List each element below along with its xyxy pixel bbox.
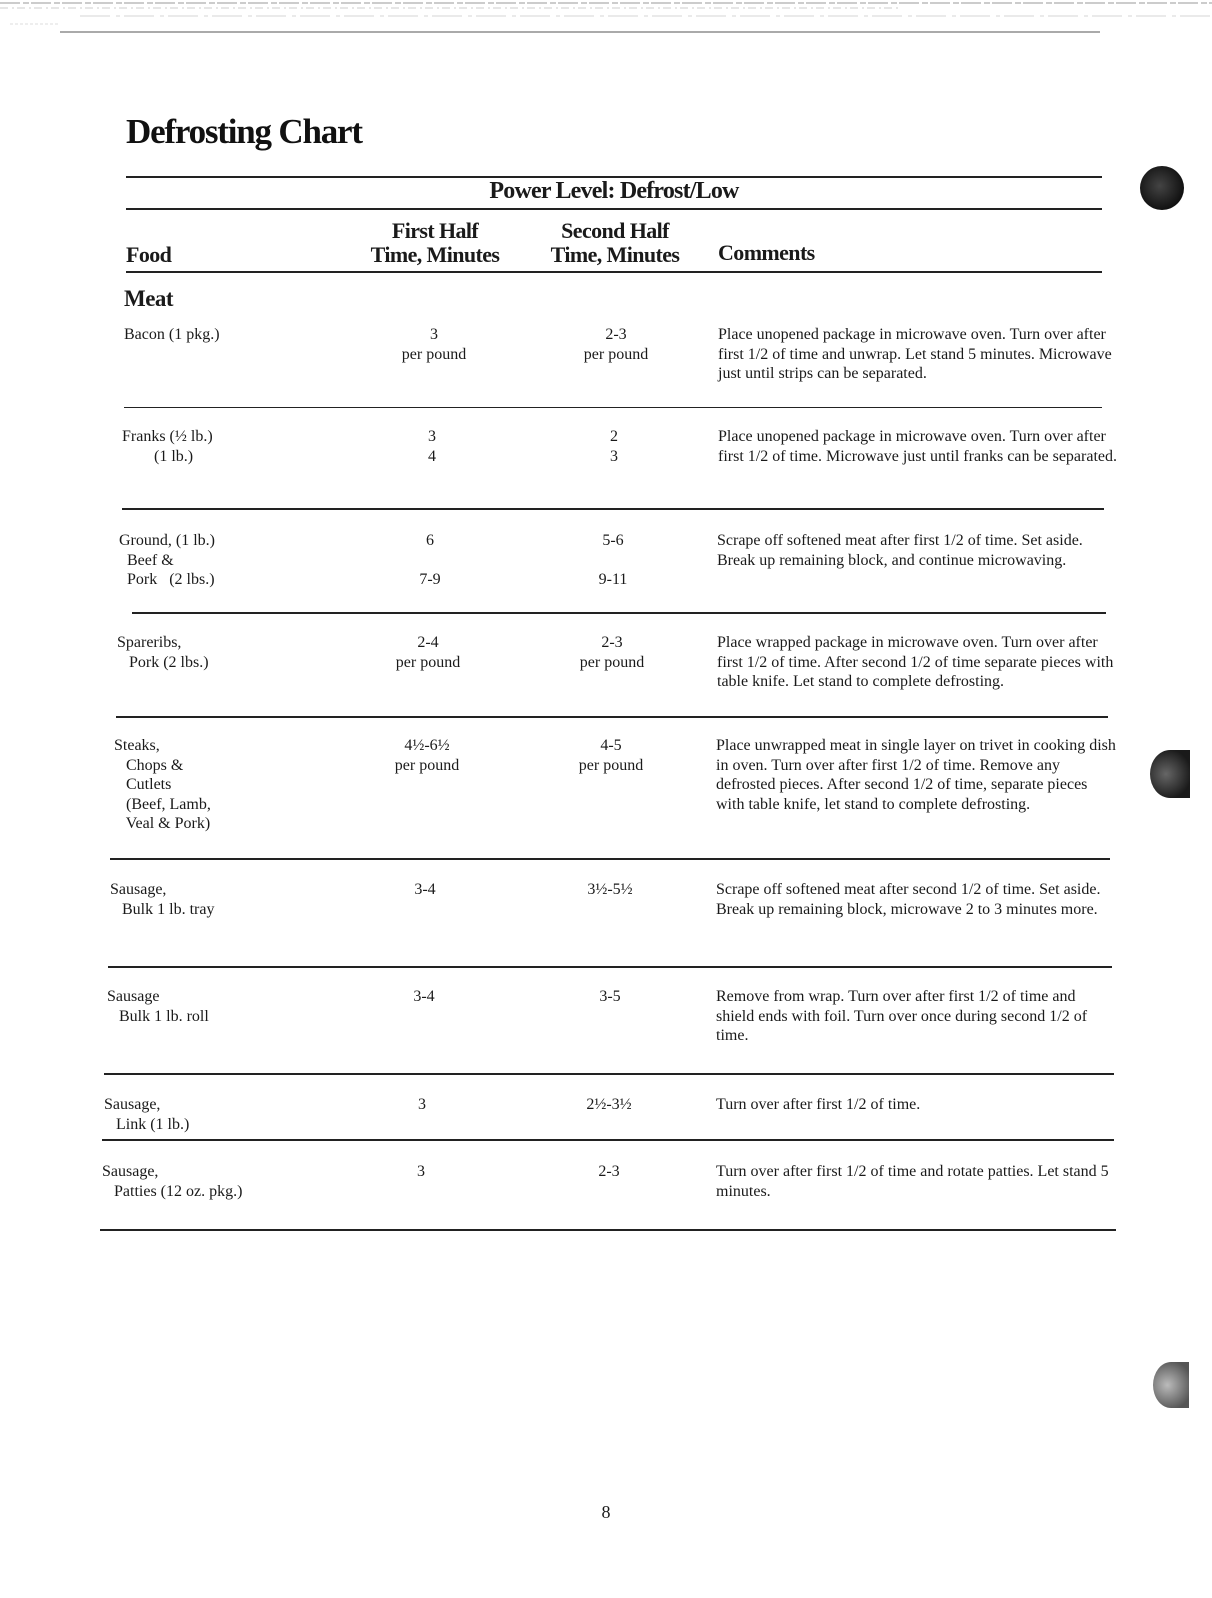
food-cell: Steaks, Chops & Cutlets (Beef, Lamb, Veal & Pork): [114, 737, 211, 832]
second-half-cell: 4-5 per pound: [578, 737, 644, 774]
first-half-cell: 3-4: [413, 988, 435, 1005]
second-half-cell: 3-5: [599, 988, 621, 1005]
food-cell: Sausage Bulk 1 lb. roll: [107, 988, 209, 1025]
second-half-cell: 2-3 per pound: [583, 326, 649, 363]
row-divider: [132, 612, 1106, 614]
food-cell: Sausage, Link (1 lb.): [104, 1096, 190, 1133]
row-divider: [122, 508, 1104, 510]
comment-cell: Place unwrapped meat in single layer on trivet in cooking dish in oven. Turn over after first 1/2 of time. Remove any defrosted pieces. After second 1/2 of time, separate pieces with table knife, let stand to complete defrosting.: [716, 737, 1116, 813]
first-half-cell: 2-4 per pound: [395, 634, 461, 671]
food-cell: Spareribs, Pork (2 lbs.): [117, 634, 209, 671]
first-half-cell: 6 7-9: [419, 532, 441, 588]
food-cell: Franks (½ lb.) (1 lb.): [122, 428, 213, 465]
comment-cell: Place unopened package in microwave oven. Turn over after first 1/2 of time. Microwave just until franks can be separated.: [718, 428, 1117, 465]
table-bottom-rule: [100, 1229, 1116, 1231]
scan-artifact-lines: [0, 0, 1212, 40]
power-level-heading: Power Level: Defrost/Low: [489, 178, 739, 204]
first-half-cell: 3: [418, 1096, 426, 1113]
second-half-cell: 5-6 9-11: [598, 532, 628, 588]
row-divider: [108, 966, 1112, 968]
binder-hole-middle: [1150, 750, 1190, 798]
second-half-cell: 2 3: [610, 428, 618, 465]
comment-cell: Place wrapped package in microwave oven. Turn over after first 1/2 of time. After second 1/2 of time separate pieces with table knife. Let stand to complete defrosting.: [717, 634, 1114, 690]
food-cell: Bacon (1 pkg.): [124, 326, 220, 343]
section-title-meat: Meat: [124, 286, 174, 311]
comment-cell: Scrape off softened meat after first 1/2 of time. Set aside. Break up remaining block, and continue microwaving.: [717, 532, 1083, 569]
first-half-cell: 3: [417, 1163, 425, 1180]
header-second-half: Second Half Time, Minutes: [550, 218, 680, 267]
comment-cell: Remove from wrap. Turn over after first 1/2 of time and shield ends with foil. Turn over once during second 1/2 of time.: [716, 988, 1088, 1044]
header-food: Food: [126, 242, 172, 267]
row-divider: [104, 1073, 1114, 1075]
page-number: 8: [601, 1502, 611, 1522]
comment-cell: Turn over after first 1/2 of time.: [716, 1096, 921, 1113]
food-cell: Sausage, Bulk 1 lb. tray: [110, 881, 215, 918]
first-half-cell: 4½-6½ per pound: [394, 737, 460, 774]
binder-hole-bottom: [1153, 1362, 1189, 1408]
page-title: Defrosting Chart: [126, 112, 362, 151]
header-first-half: First Half Time, Minutes: [370, 218, 500, 267]
comment-cell: Scrape off softened meat after second 1/2 of time. Set aside. Break up remaining block, microwave 2 to 3 minutes more.: [716, 881, 1101, 918]
first-half-cell: 3-4: [414, 881, 436, 898]
binder-hole-top: [1140, 166, 1184, 210]
row-divider: [116, 716, 1108, 718]
header-comments: Comments: [718, 240, 815, 265]
second-half-cell: 3½-5½: [587, 881, 633, 898]
header-bottom-rule: [126, 271, 1102, 273]
food-cell: Sausage, Patties (12 oz. pkg.): [102, 1163, 243, 1200]
power-level-rule: [126, 208, 1102, 210]
row-divider: [102, 1139, 1114, 1141]
comment-cell: Place unopened package in microwave oven. Turn over after first 1/2 of time and unwrap. Let stand 5 minutes. Microwave just until strips can be separated.: [718, 326, 1112, 382]
row-divider: [110, 858, 1110, 860]
comment-cell: Turn over after first 1/2 of time and rotate patties. Let stand 5 minutes.: [716, 1163, 1109, 1200]
second-half-cell: 2½-3½: [586, 1096, 632, 1113]
first-half-cell: 3 per pound: [401, 326, 467, 363]
second-half-cell: 2-3: [598, 1163, 620, 1180]
second-half-cell: 2-3 per pound: [579, 634, 645, 671]
first-half-cell: 3 4: [428, 428, 436, 465]
food-cell: Ground, (1 lb.) Beef & Pork (2 lbs.): [119, 532, 215, 588]
row-divider: [124, 407, 1102, 408]
